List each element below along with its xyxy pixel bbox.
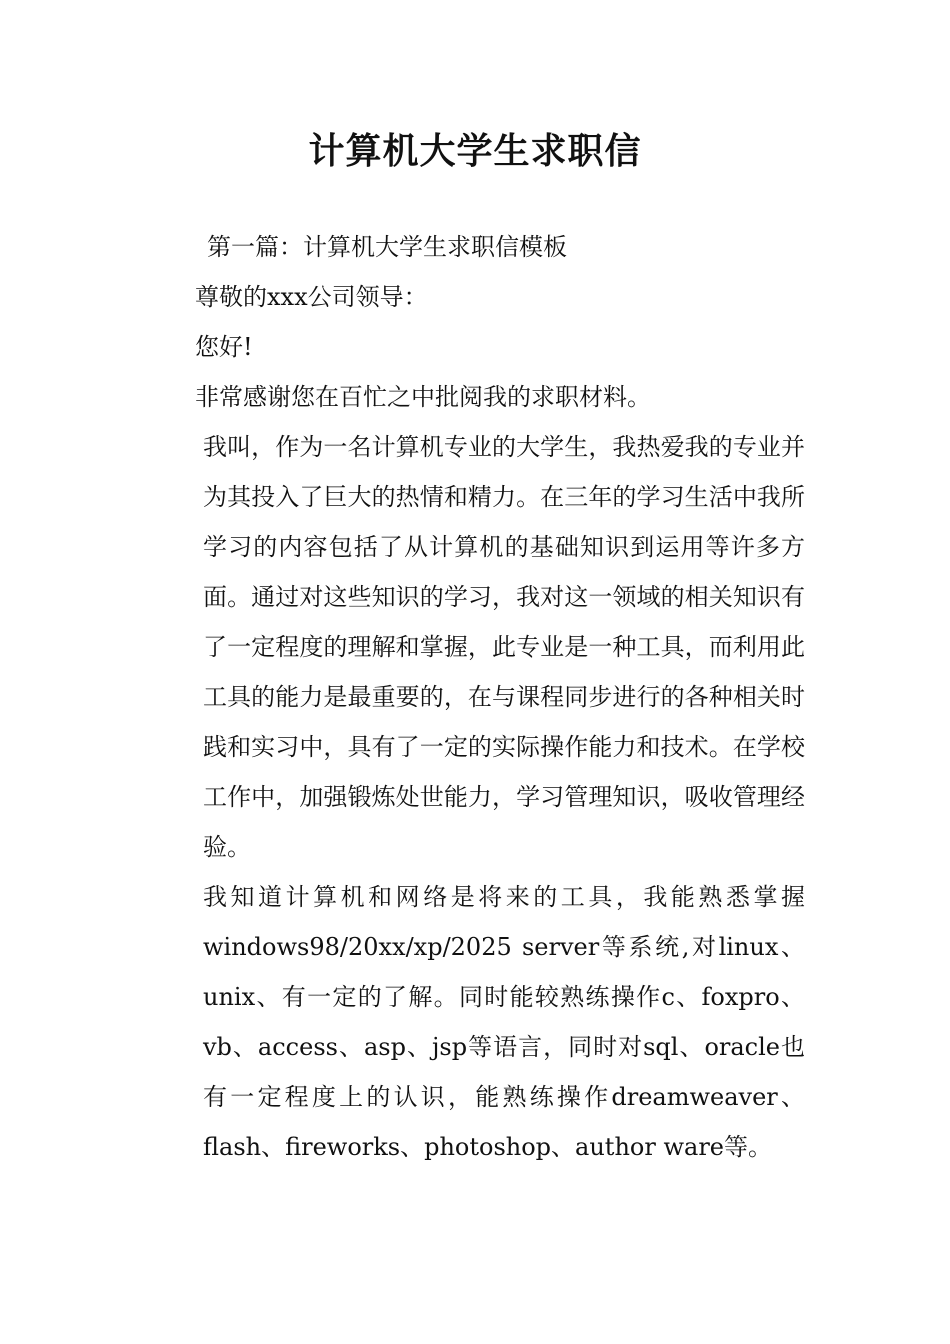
document-title: 计算机大学生求职信 <box>308 131 642 172</box>
document-body <box>145 222 805 1172</box>
section-heading: 第一篇：计算机大学生求职信模板 <box>207 233 567 261</box>
paragraph-intro: 我叫，作为一名计算机专业的大学生，我热爱我的专业并为其投入了巨大的热情和精力。在三年的学习生活中我所学习的内容包括了从计算机的基础知识到运用等许多方面。通过对这些知识的学习，我对这一领域的相关知识有了一定程度的理解和掌握，此专业是一种工具，而利用此工具的能力是最重要的，在与课程同步进行的各种相关时践和实习中，具有了一定的实际操作能力和技术。在学校工作中，加强锻炼处世能力，学习管理知识，吸收管理经验。 <box>203 433 805 861</box>
salutation: 尊敬的xxx公司领导： <box>195 283 428 311</box>
greeting: 您好! <box>195 333 253 361</box>
paragraph-skills: 我知道计算机和网络是将来的工具，我能熟悉掌握windows98/20xx/xp/2025 server等系统,对linux、unix、有一定的了解。同时能较熟练操作c、foxpro、vb、access、asp、jsp等语言，同时对sql、oracle也有一定程度上的认识，能熟练操作dreamweaver、flash、fireworks、photoshop、author ware等。 <box>203 883 805 1161</box>
thanks-line: 非常感谢您在百忙之中批阅我的求职材料。 <box>195 383 651 411</box>
